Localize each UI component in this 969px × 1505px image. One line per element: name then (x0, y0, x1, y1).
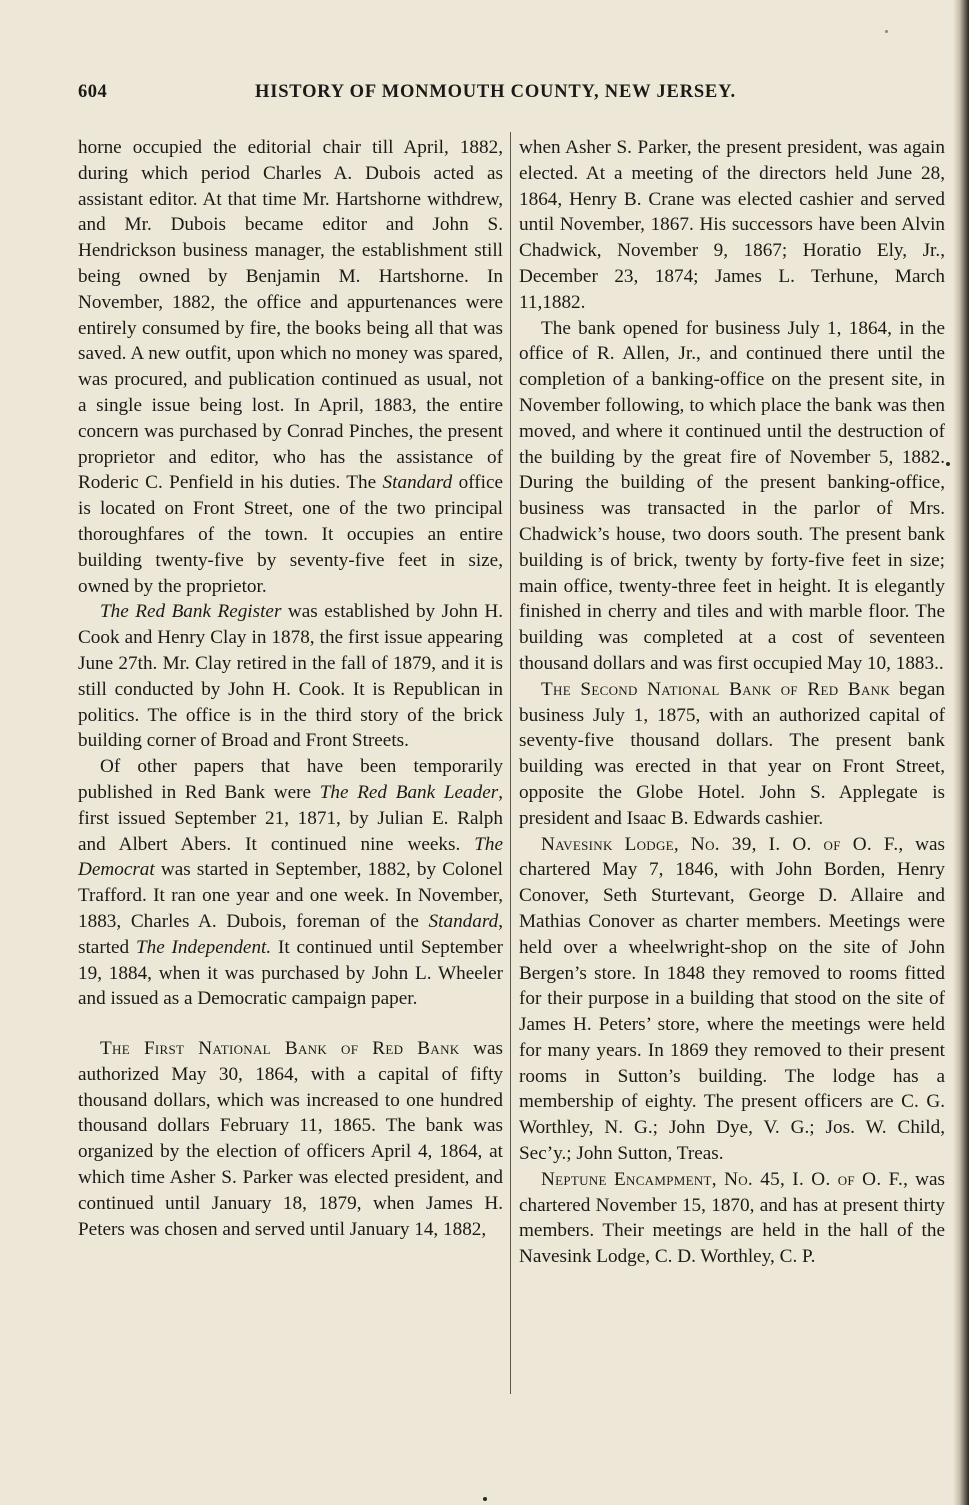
paragraph-other-papers: Of other papers that have been temporarily published in Red Bank were The Red Bank Leader, first issued September 21, 1871, by Julian E. Ralph and Albert Abers. It continued nine weeks. The Democrat was started in September, 1882, by Colonel Trafford. It ran one year and one week. In November, 1883, Charles A. Dubois, foreman of the Standard, started The Independent. It continued until September 19, 1884, when it was purchased by John L. Wheeler and issued as a Democratic campaign paper. (78, 756, 503, 1010)
paragraph-red-bank-register: The Red Bank Register was established by John H. Cook and Henry Clay in 1878, the first issue appearing June 27th. Mr. Clay retired in the fall of 1879, and it is still conducted by John H. Cook. It is Republican in politics. The office is in the third story of the brick building corner of Broad and Front Streets. (78, 601, 504, 752)
paragraph-standard-history: horne occupied the editorial chair till April, 1882, during which period Charles A. Dubois acted as assistant editor. At that time Mr. Hartshorne withdrew, and Mr. Dubois became editor and John S. Hendrickson business manager, the establishment still being owned by Benjamin M. Hartshorne. In November, 1882, the office and appurtenances were entirely consumed by fire, the books being all that was saved. A new outfit, upon which no money was spared, was procured, and publication continued as usual, not a single issue being lost. In April, 1883, the entire concern was purchased by Conrad Pinches, the present proprietor and editor, who has the assistance of Roderic C. Penfield in his duties. The Standard office is located on Front Street, one of the two principal thoroughfares of the town. It occupies an entire building twenty-five by seventy-five feet in size, owned by the proprietor. (78, 137, 503, 597)
paragraph-navesink-lodge: Navesink Lodge, No. 39, I. O. of O. F., was chartered May 7, 1846, with John Borden, Henry Conover, Seth Sturtevant, George D. Allaire and Mathias Conover as charter members. Meetings were held over a wheelwright-shop on the site of John Bergen’s store. In 1848 they removed to rooms fitted for their purpose in a building that stood on the site of James H. Peters’ store, where the meetings were held for many years. In 1869 they removed to their present rooms in Sutton’s building. The lodge has a membership of eighty. The present officers are C. G. Worthley, N. G.; John Dye, V. G.; Jos. W. Child, Sec’y.; John Sutton, Treas. (519, 833, 946, 1165)
right-column (519, 135, 945, 1270)
section-heading: Neptune Encampment, No. 45, I. O. of O. F., (541, 1168, 909, 1190)
running-title: HISTORY OF MONMOUTH COUNTY, NEW JERSEY. (255, 82, 736, 102)
section-heading: The First National Bank of Red Bank (100, 1038, 460, 1060)
page-number: 604 (78, 82, 108, 102)
ink-speck (483, 1497, 487, 1501)
paragraph-bank-officers: when Asher S. Parker, the present president, was again elected. At a meeting of the directors held June 28, 1864, Henry B. Crane was elected cashier and served until November, 1867. His successors have been Alvin Chadwick, November 9, 1867; Horatio Ely, Jr., December 23, 1874; James L. Terhune, March 11,1882. (519, 137, 945, 313)
paragraph-bank-building: The bank opened for business July 1, 1864, in the office of R. Allen, Jr., and continued there until the completion of a banking-office on the present site, in November following, to which place the bank was then moved, and where it continued until the destruction of the building by the great fire of November 5, 1882. During the building of the present banking-office, business was transacted in the parlor of Mrs. Chadwick’s house, two doors south. The present bank building is of brick, twenty by forty-five feet in size; main office, twenty-three feet in height. It is elegantly finished in cherry and tiles and with marble floor. The building was completed at a cost of seventeen thousand dollars and was first occupied May 10, 1883.. (519, 317, 945, 674)
left-column (78, 135, 503, 1242)
ink-speck (946, 462, 950, 466)
paragraph-first-national-bank: The First National Bank of Red Bank was authorized May 30, 1864, with a capital of fifty thousand dollars, which was increased to one hundred thousand dollars February 11, 1865. The bank was organized by the election of officers April 4, 1864, at which time Asher S. Parker was elected president, and continued until January 18, 1879, when James H. Peters was chosen and served until January 14, 1882, (78, 1038, 503, 1240)
page-header (78, 82, 939, 112)
ink-speck (885, 30, 888, 33)
paragraph-second-national-bank: The Second National Bank of Red Bank began business July 1, 1875, with an authorized capital of seventy-five thousand dollars. The present bank building was erected in that year on Front Street, opposite the Globe Hotel. John S. Applegate is president and Isaac B. Edwards cashier. (519, 678, 945, 829)
column-divider (510, 132, 511, 1394)
page-edge-shadow (953, 0, 969, 1505)
paragraph-neptune-encampment: Neptune Encampment, No. 45, I. O. of O. F., was chartered November 15, 1870, and has at present thirty members. Their meetings are held in the hall of the Navesink Lodge, C. D. Worthley, C. P. (519, 1168, 945, 1268)
section-heading: Navesink Lodge, No. 39, I. O. of O. F., (541, 833, 904, 855)
section-heading: The Second National Bank of Red Bank (541, 678, 891, 700)
